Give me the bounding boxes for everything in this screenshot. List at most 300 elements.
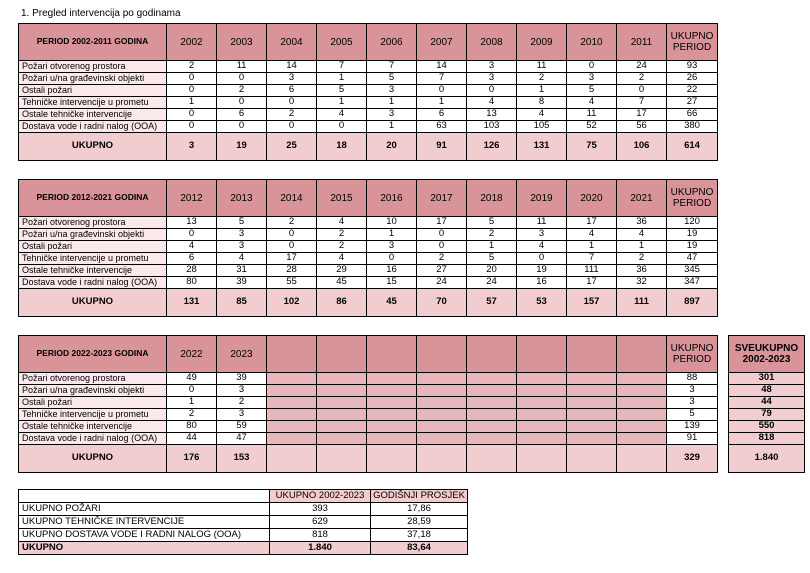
value-cell: 1 bbox=[317, 97, 367, 109]
value-cell: 2 bbox=[167, 409, 217, 421]
period-total-cell: 91 bbox=[667, 433, 718, 445]
value-cell: 0 bbox=[167, 85, 217, 97]
total-cell: 53 bbox=[517, 289, 567, 317]
total-row bbox=[19, 445, 718, 473]
value-cell: 16 bbox=[517, 277, 567, 289]
summary-header: GODIŠNJI PROSJEK bbox=[371, 490, 468, 503]
value-cell: 11 bbox=[567, 109, 617, 121]
table-row bbox=[19, 217, 718, 229]
value-cell: 80 bbox=[167, 421, 217, 433]
value-cell: 3 bbox=[217, 241, 267, 253]
period-total-cell: 27 bbox=[667, 97, 718, 109]
empty-header-cell bbox=[617, 336, 667, 373]
value-cell: 14 bbox=[267, 61, 317, 73]
value-cell: 4 bbox=[217, 253, 267, 265]
summary-total-label: UKUPNO bbox=[19, 542, 270, 555]
period-total-cell: 19 bbox=[667, 229, 718, 241]
empty-cell bbox=[567, 385, 617, 397]
empty-cell bbox=[267, 409, 317, 421]
total-cell: 111 bbox=[617, 289, 667, 317]
empty-cell bbox=[467, 409, 517, 421]
value-cell: 4 bbox=[567, 97, 617, 109]
value-cell: 11 bbox=[517, 217, 567, 229]
year-header: 2020 bbox=[567, 180, 617, 217]
summary-label: UKUPNO DOSTAVA VODE I RADNI NALOG (OOA) bbox=[19, 529, 270, 542]
period-total-cell: 139 bbox=[667, 421, 718, 433]
value-cell: 56 bbox=[617, 121, 667, 133]
empty-cell bbox=[267, 373, 317, 385]
value-cell: 105 bbox=[517, 121, 567, 133]
grand-value-cell: 48 bbox=[729, 385, 805, 397]
value-cell: 3 bbox=[267, 73, 317, 85]
grand-total-sum: 1.840 bbox=[729, 445, 805, 473]
period-total-sum: 614 bbox=[667, 133, 718, 161]
value-cell: 1 bbox=[417, 97, 467, 109]
period-total-cell: 347 bbox=[667, 277, 718, 289]
row-label: Tehničke intervencije u prometu bbox=[19, 97, 167, 109]
value-cell: 2 bbox=[617, 73, 667, 85]
table-row bbox=[19, 277, 718, 289]
period-total-cell: 380 bbox=[667, 121, 718, 133]
empty-total-cell bbox=[517, 445, 567, 473]
value-cell: 55 bbox=[267, 277, 317, 289]
empty-total-cell bbox=[317, 445, 367, 473]
empty-cell bbox=[617, 397, 667, 409]
period-title: PERIOD 2012-2021 GODINA bbox=[19, 180, 167, 217]
empty-cell bbox=[567, 373, 617, 385]
total-row bbox=[19, 133, 718, 161]
total-cell: 131 bbox=[167, 289, 217, 317]
value-cell: 27 bbox=[417, 265, 467, 277]
value-cell: 63 bbox=[417, 121, 467, 133]
value-cell: 44 bbox=[167, 433, 217, 445]
empty-total-cell bbox=[617, 445, 667, 473]
empty-cell bbox=[567, 397, 617, 409]
empty-cell bbox=[467, 385, 517, 397]
value-cell: 3 bbox=[567, 73, 617, 85]
row-label: Požari otvorenog prostora bbox=[19, 217, 167, 229]
empty-cell bbox=[367, 385, 417, 397]
year-header: 2004 bbox=[267, 24, 317, 61]
period-total-header: UKUPNO PERIOD bbox=[667, 180, 718, 217]
row-label: Požari u/na građevinski objekti bbox=[19, 385, 167, 397]
summary-header: UKUPNO 2002-2023 bbox=[270, 490, 371, 503]
empty-header-cell bbox=[417, 336, 467, 373]
total-cell: 131 bbox=[517, 133, 567, 161]
grand-total-row bbox=[729, 445, 805, 473]
total-row bbox=[19, 289, 718, 317]
summary-label: UKUPNO TEHNIČKE INTERVENCIJE bbox=[19, 516, 270, 529]
period-total-cell: 345 bbox=[667, 265, 718, 277]
summary-value: 28,59 bbox=[371, 516, 468, 529]
year-header: 2011 bbox=[617, 24, 667, 61]
value-cell: 2 bbox=[267, 109, 317, 121]
table-grand-total bbox=[728, 335, 805, 473]
row-label: Ostali požari bbox=[19, 397, 167, 409]
value-cell: 0 bbox=[617, 85, 667, 97]
row-label: Dostava vode i radni nalog (OOA) bbox=[19, 277, 167, 289]
row-label: Ostali požari bbox=[19, 241, 167, 253]
value-cell: 5 bbox=[217, 217, 267, 229]
empty-cell bbox=[267, 433, 317, 445]
summary-value: 37,18 bbox=[371, 529, 468, 542]
grand-value-cell: 550 bbox=[729, 421, 805, 433]
value-cell: 1 bbox=[617, 241, 667, 253]
total-cell: 126 bbox=[467, 133, 517, 161]
value-cell: 103 bbox=[467, 121, 517, 133]
year-header: 2013 bbox=[217, 180, 267, 217]
value-cell: 4 bbox=[517, 241, 567, 253]
empty-header-cell bbox=[467, 336, 517, 373]
value-cell: 7 bbox=[317, 61, 367, 73]
value-cell: 4 bbox=[317, 109, 367, 121]
summary-header bbox=[19, 490, 270, 503]
table-row bbox=[19, 385, 718, 397]
value-cell: 3 bbox=[467, 61, 517, 73]
period-total-header: UKUPNO PERIOD bbox=[667, 336, 718, 373]
value-cell: 24 bbox=[617, 61, 667, 73]
empty-cell bbox=[417, 421, 467, 433]
value-cell: 4 bbox=[317, 217, 367, 229]
empty-cell bbox=[317, 409, 367, 421]
year-header: 2002 bbox=[167, 24, 217, 61]
table-row bbox=[19, 109, 718, 121]
grand-total-header: SVEUKUPNO 2002-2023 bbox=[729, 336, 805, 373]
value-cell: 1 bbox=[467, 241, 517, 253]
empty-header-cell bbox=[567, 336, 617, 373]
value-cell: 0 bbox=[267, 241, 317, 253]
empty-cell bbox=[317, 385, 367, 397]
value-cell: 17 bbox=[567, 217, 617, 229]
value-cell: 0 bbox=[567, 61, 617, 73]
empty-cell bbox=[417, 397, 467, 409]
value-cell: 1 bbox=[517, 85, 567, 97]
year-header: 2003 bbox=[217, 24, 267, 61]
empty-header-cell bbox=[367, 336, 417, 373]
table-2022-2023 bbox=[18, 335, 718, 473]
empty-cell bbox=[517, 397, 567, 409]
header-row bbox=[19, 24, 718, 61]
value-cell: 2 bbox=[217, 85, 267, 97]
grand-value-cell: 818 bbox=[729, 433, 805, 445]
total-cell: 176 bbox=[167, 445, 217, 473]
value-cell: 0 bbox=[167, 73, 217, 85]
empty-header-cell bbox=[517, 336, 567, 373]
grand-value-cell: 79 bbox=[729, 409, 805, 421]
value-cell: 10 bbox=[367, 217, 417, 229]
value-cell: 7 bbox=[617, 97, 667, 109]
value-cell: 16 bbox=[367, 265, 417, 277]
value-cell: 31 bbox=[217, 265, 267, 277]
year-header: 2009 bbox=[517, 24, 567, 61]
value-cell: 4 bbox=[467, 97, 517, 109]
summary-value: 818 bbox=[270, 529, 371, 542]
empty-cell bbox=[417, 385, 467, 397]
value-cell: 4 bbox=[567, 229, 617, 241]
value-cell: 4 bbox=[317, 253, 367, 265]
empty-header-cell bbox=[317, 336, 367, 373]
value-cell: 5 bbox=[567, 85, 617, 97]
value-cell: 3 bbox=[217, 409, 267, 421]
table-row bbox=[19, 373, 718, 385]
empty-cell bbox=[367, 373, 417, 385]
period-total-sum: 897 bbox=[667, 289, 718, 317]
value-cell: 0 bbox=[217, 97, 267, 109]
table-2012-2021 bbox=[18, 179, 718, 317]
year-header: 2006 bbox=[367, 24, 417, 61]
row-label: Ostale tehničke intervencije bbox=[19, 265, 167, 277]
table-row bbox=[19, 97, 718, 109]
row-label: Tehničke intervencije u prometu bbox=[19, 409, 167, 421]
value-cell: 5 bbox=[367, 73, 417, 85]
value-cell: 0 bbox=[217, 121, 267, 133]
table-row bbox=[729, 397, 805, 409]
value-cell: 3 bbox=[217, 229, 267, 241]
value-cell: 39 bbox=[217, 277, 267, 289]
year-header: 2016 bbox=[367, 180, 417, 217]
value-cell: 2 bbox=[267, 217, 317, 229]
empty-cell bbox=[367, 421, 417, 433]
year-header: 2022 bbox=[167, 336, 217, 373]
value-cell: 0 bbox=[267, 121, 317, 133]
period-total-cell: 5 bbox=[667, 409, 718, 421]
empty-cell bbox=[517, 409, 567, 421]
year-header: 2017 bbox=[417, 180, 467, 217]
empty-cell bbox=[467, 397, 517, 409]
value-cell: 15 bbox=[367, 277, 417, 289]
empty-cell bbox=[467, 421, 517, 433]
table-row bbox=[729, 409, 805, 421]
table-row bbox=[19, 61, 718, 73]
year-header: 2019 bbox=[517, 180, 567, 217]
summary-value: 629 bbox=[270, 516, 371, 529]
row-label: Dostava vode i radni nalog (OOA) bbox=[19, 121, 167, 133]
table-row bbox=[19, 241, 718, 253]
value-cell: 7 bbox=[417, 73, 467, 85]
year-header: 2008 bbox=[467, 24, 517, 61]
summary-table bbox=[18, 489, 468, 555]
summary-value: 393 bbox=[270, 503, 371, 516]
total-cell: 70 bbox=[417, 289, 467, 317]
value-cell: 1 bbox=[167, 397, 217, 409]
value-cell: 11 bbox=[517, 61, 567, 73]
empty-total-cell bbox=[567, 445, 617, 473]
header-row bbox=[19, 336, 718, 373]
table-row bbox=[729, 433, 805, 445]
value-cell: 6 bbox=[417, 109, 467, 121]
row-label: Ostale tehničke intervencije bbox=[19, 109, 167, 121]
value-cell: 8 bbox=[517, 97, 567, 109]
total-cell: 18 bbox=[317, 133, 367, 161]
header-row bbox=[19, 180, 718, 217]
table-row bbox=[19, 433, 718, 445]
table-row bbox=[19, 121, 718, 133]
value-cell: 3 bbox=[367, 109, 417, 121]
summary-value: 17,86 bbox=[371, 503, 468, 516]
period-total-cell: 66 bbox=[667, 109, 718, 121]
table-row bbox=[19, 85, 718, 97]
value-cell: 0 bbox=[267, 229, 317, 241]
value-cell: 17 bbox=[617, 109, 667, 121]
value-cell: 0 bbox=[317, 121, 367, 133]
period-total-sum: 329 bbox=[667, 445, 718, 473]
total-cell: 157 bbox=[567, 289, 617, 317]
empty-cell bbox=[367, 433, 417, 445]
value-cell: 5 bbox=[317, 85, 367, 97]
value-cell: 4 bbox=[617, 229, 667, 241]
total-cell: 75 bbox=[567, 133, 617, 161]
empty-cell bbox=[617, 409, 667, 421]
empty-cell bbox=[267, 397, 317, 409]
summary-header-row bbox=[19, 490, 468, 503]
year-header: 2014 bbox=[267, 180, 317, 217]
table-row bbox=[19, 421, 718, 433]
table-2002-2011 bbox=[18, 23, 718, 161]
empty-cell bbox=[367, 397, 417, 409]
period-total-cell: 3 bbox=[667, 385, 718, 397]
row-label: Požari otvorenog prostora bbox=[19, 61, 167, 73]
value-cell: 39 bbox=[217, 373, 267, 385]
value-cell: 111 bbox=[567, 265, 617, 277]
empty-cell bbox=[417, 373, 467, 385]
value-cell: 0 bbox=[167, 229, 217, 241]
total-cell: 3 bbox=[167, 133, 217, 161]
table-row bbox=[729, 385, 805, 397]
value-cell: 3 bbox=[217, 385, 267, 397]
table-row bbox=[19, 73, 718, 85]
year-header: 2005 bbox=[317, 24, 367, 61]
grand-value-cell: 44 bbox=[729, 397, 805, 409]
value-cell: 2 bbox=[317, 241, 367, 253]
empty-total-cell bbox=[267, 445, 317, 473]
table-row bbox=[19, 253, 718, 265]
value-cell: 0 bbox=[167, 121, 217, 133]
empty-cell bbox=[317, 433, 367, 445]
value-cell: 4 bbox=[167, 241, 217, 253]
value-cell: 4 bbox=[517, 109, 567, 121]
value-cell: 17 bbox=[567, 277, 617, 289]
empty-cell bbox=[317, 373, 367, 385]
total-cell: 25 bbox=[267, 133, 317, 161]
value-cell: 2 bbox=[467, 229, 517, 241]
empty-total-cell bbox=[367, 445, 417, 473]
summary-label: UKUPNO POŽARI bbox=[19, 503, 270, 516]
value-cell: 0 bbox=[467, 85, 517, 97]
row-label: Požari u/na građevinski objekti bbox=[19, 73, 167, 85]
value-cell: 2 bbox=[617, 253, 667, 265]
value-cell: 1 bbox=[567, 241, 617, 253]
empty-total-cell bbox=[467, 445, 517, 473]
year-header: 2021 bbox=[617, 180, 667, 217]
value-cell: 7 bbox=[567, 253, 617, 265]
period-total-cell: 22 bbox=[667, 85, 718, 97]
empty-cell bbox=[517, 373, 567, 385]
value-cell: 6 bbox=[267, 85, 317, 97]
value-cell: 1 bbox=[367, 121, 417, 133]
value-cell: 2 bbox=[417, 253, 467, 265]
value-cell: 36 bbox=[617, 217, 667, 229]
period-total-cell: 88 bbox=[667, 373, 718, 385]
total-cell: 91 bbox=[417, 133, 467, 161]
value-cell: 3 bbox=[467, 73, 517, 85]
value-cell: 3 bbox=[367, 241, 417, 253]
value-cell: 6 bbox=[167, 253, 217, 265]
value-cell: 36 bbox=[617, 265, 667, 277]
year-header: 2012 bbox=[167, 180, 217, 217]
value-cell: 49 bbox=[167, 373, 217, 385]
table-row bbox=[729, 421, 805, 433]
empty-cell bbox=[267, 385, 317, 397]
empty-cell bbox=[617, 433, 667, 445]
table-row bbox=[729, 373, 805, 385]
value-cell: 29 bbox=[317, 265, 367, 277]
value-cell: 0 bbox=[417, 241, 467, 253]
value-cell: 17 bbox=[267, 253, 317, 265]
empty-cell bbox=[517, 385, 567, 397]
period-total-header: UKUPNO PERIOD bbox=[667, 24, 718, 61]
empty-cell bbox=[567, 409, 617, 421]
value-cell: 2 bbox=[217, 397, 267, 409]
value-cell: 59 bbox=[217, 421, 267, 433]
total-label: UKUPNO bbox=[19, 289, 167, 317]
empty-cell bbox=[317, 397, 367, 409]
value-cell: 0 bbox=[167, 385, 217, 397]
value-cell: 3 bbox=[367, 85, 417, 97]
total-cell: 102 bbox=[267, 289, 317, 317]
total-cell: 86 bbox=[317, 289, 367, 317]
total-cell: 106 bbox=[617, 133, 667, 161]
value-cell: 28 bbox=[167, 265, 217, 277]
value-cell: 0 bbox=[167, 109, 217, 121]
value-cell: 1 bbox=[317, 73, 367, 85]
empty-cell bbox=[467, 433, 517, 445]
empty-cell bbox=[517, 433, 567, 445]
row-label: Tehničke intervencije u prometu bbox=[19, 253, 167, 265]
row-label: Dostava vode i radni nalog (OOA) bbox=[19, 433, 167, 445]
value-cell: 0 bbox=[367, 253, 417, 265]
period-total-cell: 93 bbox=[667, 61, 718, 73]
value-cell: 0 bbox=[267, 97, 317, 109]
value-cell: 1 bbox=[167, 97, 217, 109]
empty-cell bbox=[617, 373, 667, 385]
period-total-cell: 19 bbox=[667, 241, 718, 253]
empty-header-cell bbox=[267, 336, 317, 373]
total-cell: 57 bbox=[467, 289, 517, 317]
value-cell: 20 bbox=[467, 265, 517, 277]
value-cell: 24 bbox=[467, 277, 517, 289]
empty-cell bbox=[617, 385, 667, 397]
value-cell: 28 bbox=[267, 265, 317, 277]
value-cell: 1 bbox=[367, 229, 417, 241]
value-cell: 17 bbox=[417, 217, 467, 229]
empty-cell bbox=[567, 421, 617, 433]
value-cell: 5 bbox=[467, 253, 517, 265]
row-label: Ostale tehničke intervencije bbox=[19, 421, 167, 433]
total-cell: 85 bbox=[217, 289, 267, 317]
empty-total-cell bbox=[417, 445, 467, 473]
summary-total-value: 1.840 bbox=[270, 542, 371, 555]
value-cell: 24 bbox=[417, 277, 467, 289]
page-caption: 1. Pregled intervencija po godinama bbox=[21, 8, 181, 19]
value-cell: 0 bbox=[417, 229, 467, 241]
empty-cell bbox=[517, 421, 567, 433]
year-header: 2023 bbox=[217, 336, 267, 373]
total-cell: 153 bbox=[217, 445, 267, 473]
value-cell: 45 bbox=[317, 277, 367, 289]
total-label: UKUPNO bbox=[19, 445, 167, 473]
value-cell: 47 bbox=[217, 433, 267, 445]
period-title: PERIOD 2022-2023 GODINA bbox=[19, 336, 167, 373]
